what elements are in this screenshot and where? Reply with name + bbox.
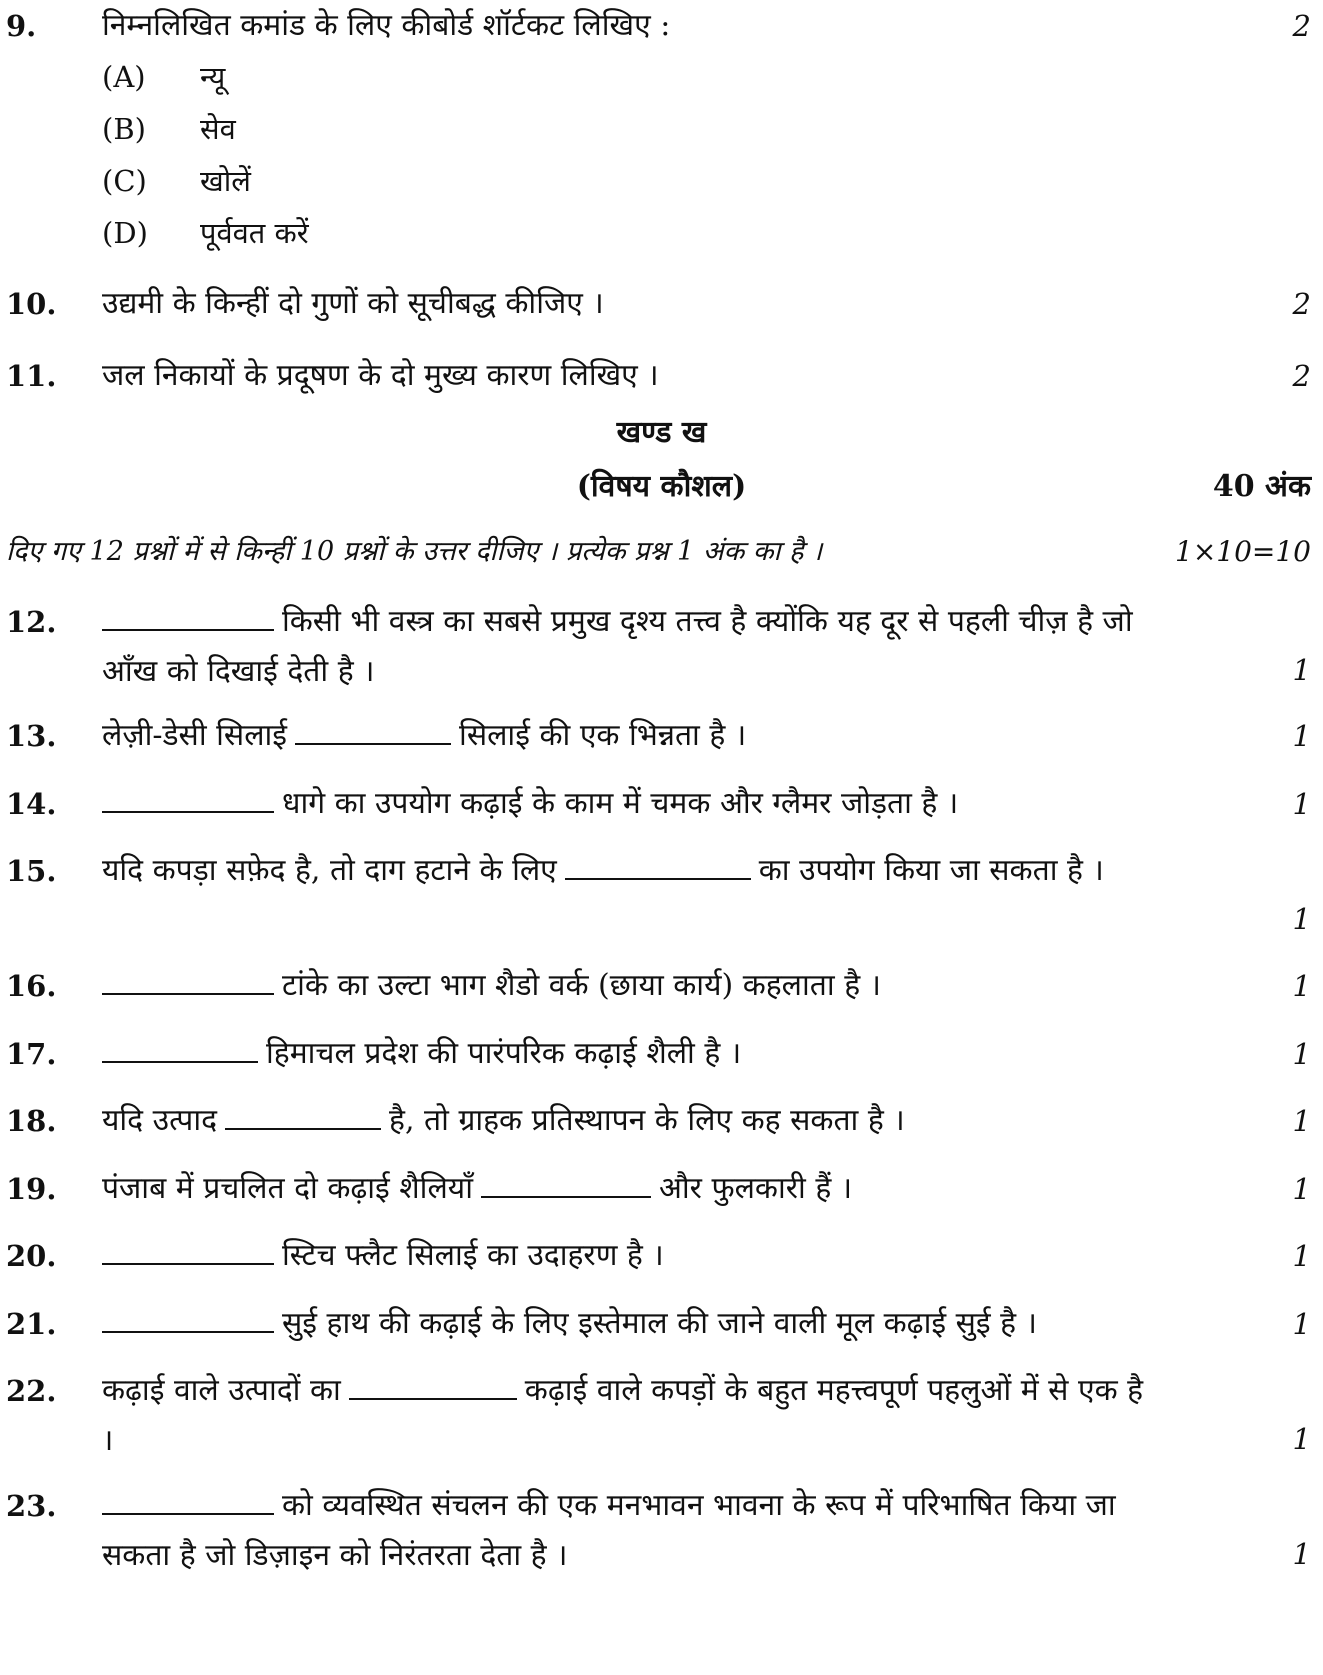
question-marks: 1 — [1292, 969, 1311, 1003]
question-text-after: है, तो ग्राहक प्रतिस्थापन के लिए कह सकता है । — [389, 1103, 905, 1138]
option-b — [102, 109, 236, 149]
question-text — [102, 597, 1162, 697]
question-marks: 1 — [1292, 653, 1311, 687]
option-d — [102, 213, 309, 253]
question-marks: 1 — [1292, 1172, 1311, 1206]
option-letter: (B) — [102, 112, 146, 146]
question-number: 11. — [6, 359, 57, 393]
question-text-after: धागे का उपयोग कढ़ाई के काम में चमक और ग्लैमर जोड़ता है । — [282, 786, 959, 821]
question-text — [102, 711, 1242, 761]
question-marks: 2 — [1292, 9, 1311, 43]
question-number: 23. — [6, 1489, 57, 1523]
question-text — [102, 779, 1242, 829]
answer-blank — [102, 1237, 274, 1265]
question-marks: 1 — [1292, 719, 1311, 753]
question-text-after: कढ़ाई वाले कपड़ों के बहुत महत्त्वपूर्ण पहलुओं में से एक है । — [102, 1373, 1144, 1458]
question-text-after: को व्यवस्थित संचलन की एक मनभावन भावना के रूप में परिभाषित किया जा सकता है जो डिज़ाइन को निरंतरता देता है । — [102, 1488, 1116, 1573]
answer-blank — [349, 1372, 517, 1400]
question-marks: 2 — [1292, 359, 1311, 393]
question-text-before: यदि उत्पाद — [102, 1103, 218, 1138]
question-text — [102, 1366, 1162, 1466]
question-number: 9. — [6, 9, 37, 43]
option-text: खोलें — [200, 164, 251, 198]
question-text-before: लेज़ी-डेसी सिलाई — [102, 718, 288, 753]
answer-blank — [102, 785, 274, 813]
question-text — [102, 1299, 1242, 1349]
question-marks: 1 — [1292, 1422, 1311, 1456]
question-text-before: कढ़ाई वाले उत्पादों का — [102, 1373, 341, 1408]
question-text-after: सिलाई की एक भिन्नता है । — [459, 718, 747, 753]
question-number: 14. — [6, 787, 57, 821]
question-text — [102, 1029, 1242, 1079]
answer-blank — [481, 1170, 651, 1198]
question-text-after: स्टिच फ्लैट सिलाई का उदाहरण है । — [282, 1238, 664, 1273]
option-a — [102, 57, 225, 97]
question-marks: 2 — [1292, 287, 1311, 321]
question-marks: 1 — [1292, 1104, 1311, 1138]
answer-blank — [102, 967, 274, 995]
question-marks: 1 — [1292, 1037, 1311, 1071]
option-text: पूर्ववत करें — [200, 216, 309, 250]
question-text: जल निकायों के प्रदूषण के दो मुख्य कारण लिखिए । — [102, 358, 659, 393]
question-number: 16. — [6, 969, 57, 1003]
question-text — [102, 961, 1242, 1011]
question-text-after: और फुलकारी हैं । — [658, 1171, 853, 1206]
option-letter: (C) — [102, 164, 147, 198]
question-text-after: का उपयोग किया जा सकता है । — [758, 853, 1104, 888]
question-number: 21. — [6, 1307, 57, 1341]
question-text: उद्यमी के किन्हीं दो गुणों को सूचीबद्ध कीजिए । — [102, 286, 604, 321]
question-marks: 1 — [1292, 902, 1311, 936]
question-text-before: पंजाब में प्रचलित दो कढ़ाई शैलियाँ — [102, 1171, 473, 1206]
question-number: 20. — [6, 1239, 57, 1273]
option-text: सेव — [200, 112, 236, 146]
question-text: निम्नलिखित कमांड के लिए कीबोर्ड शॉर्टकट लिखिए : — [102, 8, 671, 43]
answer-blank — [295, 717, 451, 745]
section-instruction: दिए गए 12 प्रश्नों में से किन्हीं 10 प्रश्नों के उत्तर दीजिए । प्रत्येक प्रश्न 1 अंक का है । — [6, 536, 823, 567]
answer-blank — [102, 1305, 274, 1333]
question-number: 12. — [6, 605, 57, 639]
question-text — [102, 1231, 1242, 1281]
question-number: 10. — [6, 287, 57, 321]
section-title: खण्ड ख — [616, 415, 707, 450]
question-text — [102, 1096, 1242, 1146]
section-marks-scheme: 1×10=10 — [1175, 535, 1311, 568]
answer-blank — [225, 1102, 381, 1130]
option-text: न्यू — [200, 60, 226, 94]
question-marks: 1 — [1292, 1239, 1311, 1273]
question-marks: 1 — [1292, 787, 1311, 821]
question-number: 22. — [6, 1374, 57, 1408]
question-text-before: यदि कपड़ा सफ़ेद है, तो दाग हटाने के लिए — [102, 853, 557, 888]
section-total-marks: 40 अंक — [1212, 469, 1311, 504]
question-text — [102, 1481, 1162, 1581]
question-text — [102, 1164, 1242, 1214]
answer-blank — [102, 1487, 274, 1515]
question-number: 13. — [6, 719, 57, 753]
question-number: 19. — [6, 1172, 57, 1206]
question-text-after: किसी भी वस्त्र का सबसे प्रमुख दृश्य तत्त्व है क्योंकि यह दूर से पहली चीज़ है जो आँख को दिखाई देती है । — [102, 604, 1133, 689]
answer-blank — [102, 1035, 258, 1063]
option-letter: (D) — [102, 216, 148, 250]
question-number: 15. — [6, 854, 57, 888]
question-text — [102, 846, 1162, 896]
question-number: 18. — [6, 1104, 57, 1138]
answer-blank — [565, 852, 751, 880]
answer-blank — [102, 603, 274, 631]
question-marks: 1 — [1292, 1307, 1311, 1341]
question-number: 17. — [6, 1037, 57, 1071]
question-text-after: टांके का उल्टा भाग शैडो वर्क (छाया कार्य) कहलाता है । — [282, 968, 882, 1003]
section-subtitle: (विषय कौशल) — [576, 469, 747, 504]
question-text-after: सुई हाथ की कढ़ाई के लिए इस्तेमाल की जाने वाली मूल कढ़ाई सुई है । — [282, 1306, 1037, 1341]
option-c — [102, 161, 251, 201]
question-marks: 1 — [1292, 1537, 1311, 1571]
option-letter: (A) — [102, 60, 146, 94]
question-text-after: हिमाचल प्रदेश की पारंपरिक कढ़ाई शैली है । — [266, 1036, 742, 1071]
